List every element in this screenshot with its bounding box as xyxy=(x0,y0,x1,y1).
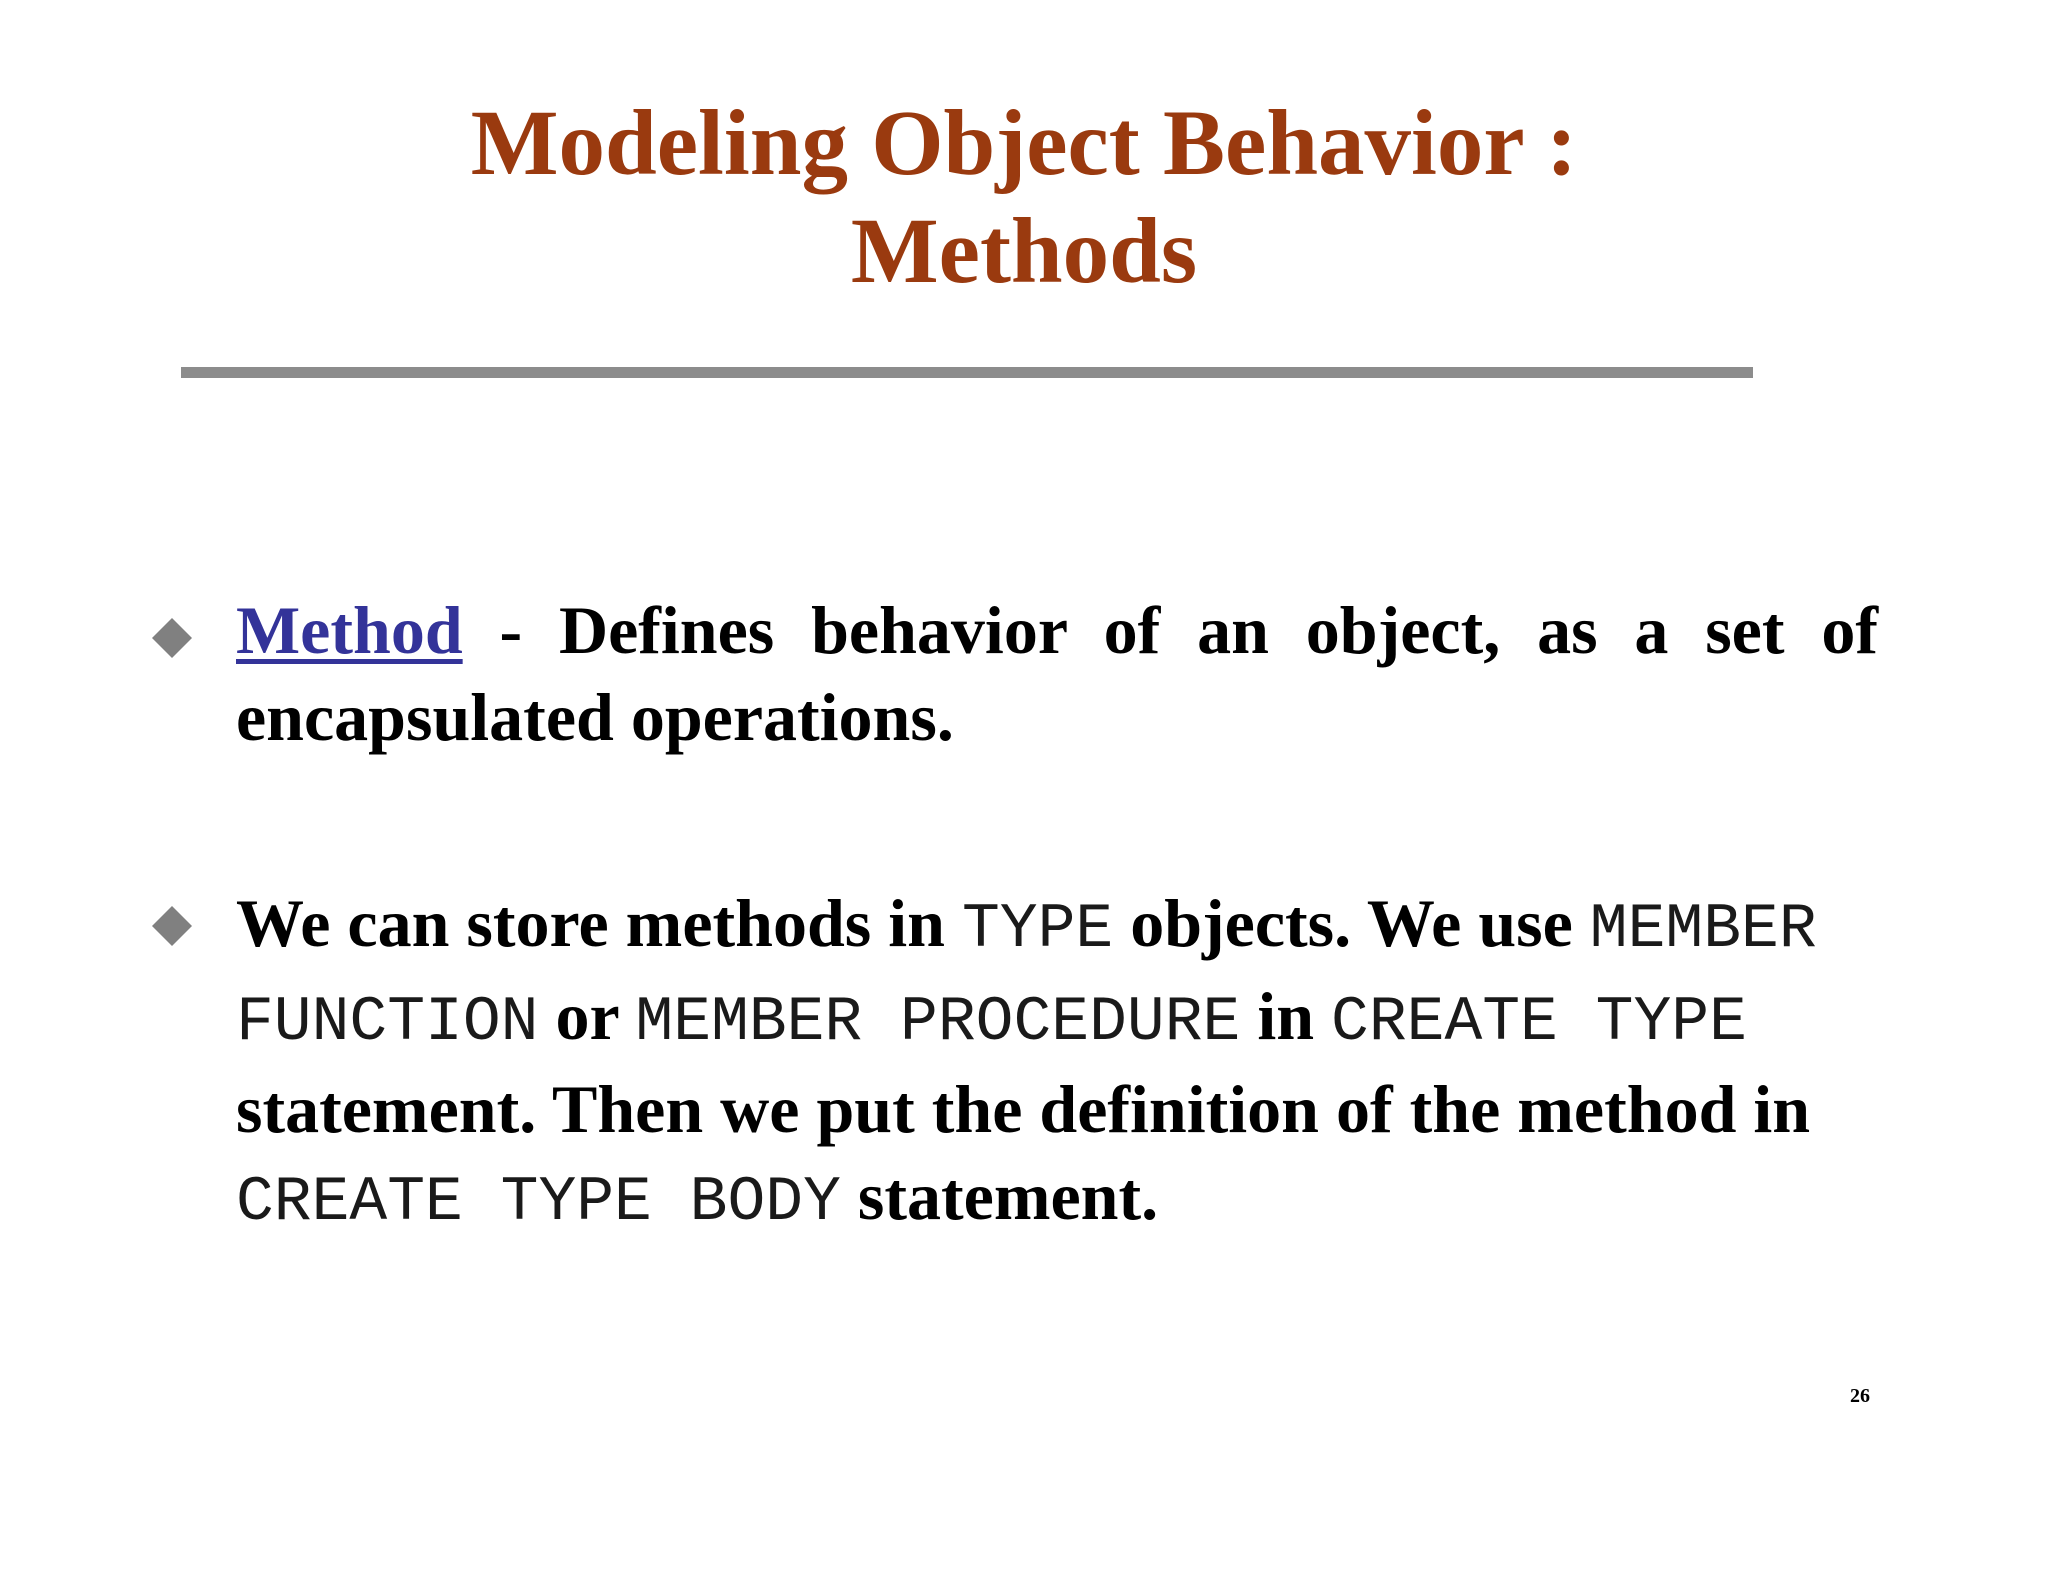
code-keyword: CREATE TYPE BODY xyxy=(236,1167,841,1238)
method-definition: - Defines behavior of an object, as a set of encapsulated operations. xyxy=(236,592,1878,755)
method-term: Method xyxy=(236,592,463,668)
bullet-2-text-part: We can store methods in xyxy=(236,885,962,961)
bullet-1-text xyxy=(236,587,1878,761)
bullet-2-text-part: statement. Then we put the definition of the method in xyxy=(236,1071,1811,1147)
code-keyword: MEMBER PROCEDURE xyxy=(635,987,1241,1058)
title-divider xyxy=(181,367,1753,378)
bullet-2-text-part: in xyxy=(1240,978,1332,1054)
code-keyword: CREATE TYPE xyxy=(1331,987,1747,1058)
bullet-2-text xyxy=(236,880,1876,1246)
bullet-2-text-part: statement. xyxy=(840,1158,1159,1234)
bullet-2-text-part: or xyxy=(538,978,636,1054)
bullet-2-text-part: objects. We use xyxy=(1113,885,1590,961)
code-keyword: MEMBER FUNCTION xyxy=(236,894,1817,1058)
slide-title xyxy=(0,90,2048,306)
slide-title-line-2: Methods xyxy=(850,200,1198,303)
page-number: 26 xyxy=(1850,1385,1870,1407)
slide-title-line-1: Modeling Object Behavior : xyxy=(470,92,1578,195)
diamond-bullet-icon xyxy=(150,904,194,948)
code-keyword: TYPE xyxy=(961,894,1114,965)
diamond-bullet-icon xyxy=(150,616,194,660)
